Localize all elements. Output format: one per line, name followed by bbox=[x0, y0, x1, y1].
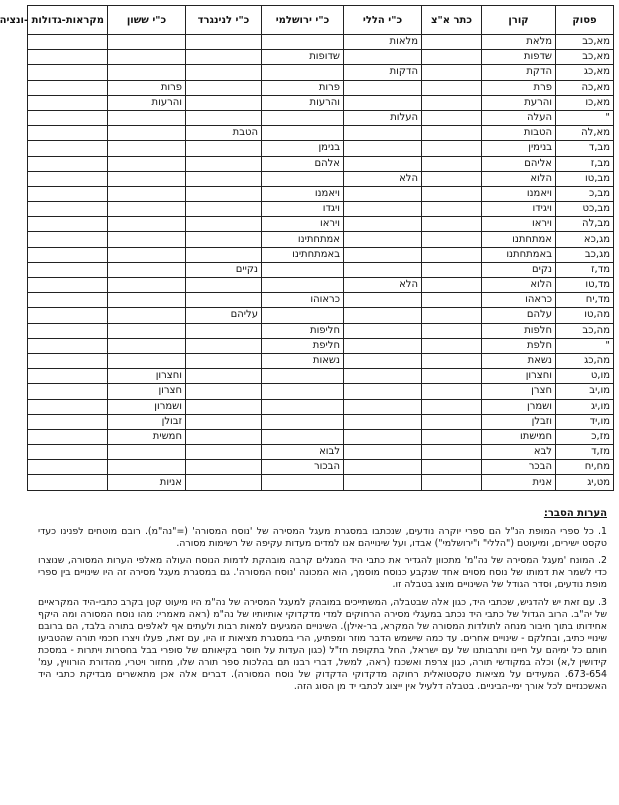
table-cell bbox=[28, 353, 108, 368]
table-cell: העלות bbox=[344, 110, 422, 125]
table-cell: נשאות bbox=[262, 353, 344, 368]
table-cell bbox=[422, 278, 482, 293]
table-cell: מא,כב bbox=[556, 50, 614, 65]
table-cell bbox=[186, 460, 262, 475]
table-cell bbox=[262, 399, 344, 414]
table-cell bbox=[186, 445, 262, 460]
table-cell: אמתחתנו bbox=[482, 232, 556, 247]
table-cell bbox=[344, 369, 422, 384]
table-cell bbox=[422, 65, 482, 80]
table-cell bbox=[186, 50, 262, 65]
table-cell bbox=[28, 95, 108, 110]
table-cell bbox=[28, 338, 108, 353]
table-cell bbox=[262, 369, 344, 384]
table-cell bbox=[186, 171, 262, 186]
table-row bbox=[28, 475, 614, 490]
table-cell: מא,כג bbox=[556, 65, 614, 80]
table-cell: והרעות bbox=[262, 95, 344, 110]
table-cell bbox=[422, 95, 482, 110]
table-cell bbox=[186, 110, 262, 125]
table-cell: ויראו bbox=[482, 217, 556, 232]
table-cell bbox=[108, 293, 186, 308]
table-cell: הלא bbox=[344, 278, 422, 293]
table-cell: מב,לה bbox=[556, 217, 614, 232]
table-cell: מד,טו bbox=[556, 278, 614, 293]
table-cell bbox=[344, 460, 422, 475]
table-cell bbox=[344, 247, 422, 262]
table-cell: אנית bbox=[482, 475, 556, 490]
table-cell: עליהם bbox=[186, 308, 262, 323]
table-cell bbox=[344, 80, 422, 95]
note-paragraph-3: 3. עם זאת יש להדגיש, שכתבי היד, כגון אלה שבטבלה, המשתייכים במובהק למעגל המסירה של נה"מ היו מיעוט קטן בקרב כתבי-היד המקראיים של יה"ב. הרוב הגדול של כתבי היד נכתב במעגלי מסירה הרחוקים למדי מדקדוקי אותיותיו של נה"מ (ראה מאמרי: מהו נוסח המסורה ומה היקף אחידותו בתוך חיבור מנחה לתולדות המסורה של המקרא, בר-אילן). השינויים המגיעים למאות רבות ולעתים אף לאלפים בתורה בלבד, הם ברובם שינויי כתיב, ובחלקם - שינויים אחרים. עד כמה שישמש הדבר מוזר ומפתיע, הרי במסגרת מציאות זו היו, עם זאת, פעלו ויצרו חכמי תורה שהטביעו חותם כל ימיהם על חיינו ותרבותנו של עם ישראל, החל בתקופת חז"ל (כגון העדות על חוסר בקיאותם של סופרי בבל בחסרות ויתרות - במסכת קידושין ל,א) וכלה במקודשי תורה, כגון צרפת ואשכנז (ראה, למשל, דברי רבנו תם בהלכות ספר תורה שלו, מחזור ויטרי, מהדורת הורוויץ, עמ' 673-654. המעידים על מציאות טקסטואלית רחוקה מדקדוקי הדקדוק של נוסח המסורה). דברים אלה אכן מתאשרים מבדיקת כתבי היד האשכנזיים לכל אורך ימי-הביניים. בטבלה דלעיל אין ייצוג לכתבי יד מן הסוג הזה. bbox=[38, 596, 607, 693]
table-row bbox=[28, 232, 614, 247]
table-cell bbox=[108, 126, 186, 141]
table-cell bbox=[262, 414, 344, 429]
table-row bbox=[28, 186, 614, 201]
table-cell bbox=[344, 353, 422, 368]
table-cell: מא,לה bbox=[556, 126, 614, 141]
table-row bbox=[28, 95, 614, 110]
column-header: קורן bbox=[482, 6, 556, 35]
table-cell bbox=[108, 308, 186, 323]
table-cell: אניות bbox=[108, 475, 186, 490]
table-cell bbox=[28, 445, 108, 460]
table-cell: מז,ד bbox=[556, 445, 614, 460]
table-cell: חליפת bbox=[262, 338, 344, 353]
table-cell: באמתחתינו bbox=[262, 247, 344, 262]
notes-heading: הערות הסבר: bbox=[543, 508, 607, 519]
table-cell: עלהם bbox=[482, 308, 556, 323]
table-cell bbox=[422, 384, 482, 399]
table-cell bbox=[344, 126, 422, 141]
table-cell bbox=[28, 232, 108, 247]
table-row bbox=[28, 399, 614, 414]
table-cell: מה,טו bbox=[556, 308, 614, 323]
table-cell bbox=[28, 293, 108, 308]
table-cell bbox=[108, 35, 186, 50]
table-row bbox=[28, 460, 614, 475]
table-cell bbox=[262, 278, 344, 293]
table-cell: פרות bbox=[108, 80, 186, 95]
table-cell: אמתחתינו bbox=[262, 232, 344, 247]
table-cell: מא,כה bbox=[556, 80, 614, 95]
note-paragraph-2: 2. המונח 'מעגל המסירה של נה"מ' מתכוון להגדיר את כתבי היד המגלים קרבה מובהקת לדמות הנוסח העולה מאלפי הערות המסורה, שנוצרו כדי לשמר את דמותו של נוסח מסוים אחד שנקבע כנוסח מוסמך, הוא המכונה 'נוסח המסורה'. גם במסגרת מעגל מסירה זה היו שינויים בין ספרי מופת נודעים, וסדר הגודל של השינויים מוצג בטבלה זו. bbox=[38, 555, 607, 591]
table-cell: פרות bbox=[262, 80, 344, 95]
table-cell: נקיים bbox=[186, 262, 262, 277]
table-cell bbox=[344, 429, 422, 444]
table-row bbox=[28, 110, 614, 125]
table-cell bbox=[108, 460, 186, 475]
table-cell bbox=[108, 65, 186, 80]
table-cell bbox=[186, 232, 262, 247]
table-cell bbox=[108, 50, 186, 65]
table-cell: אליהם bbox=[482, 156, 556, 171]
column-header: כ"י ירושלמי bbox=[262, 6, 344, 35]
table-cell bbox=[108, 156, 186, 171]
table-cell bbox=[186, 293, 262, 308]
table-cell: מב,ז bbox=[556, 156, 614, 171]
table-cell bbox=[28, 217, 108, 232]
table-cell bbox=[108, 338, 186, 353]
table-cell bbox=[186, 414, 262, 429]
table-cell bbox=[186, 202, 262, 217]
table-cell bbox=[344, 186, 422, 201]
table-cell bbox=[422, 414, 482, 429]
table-cell bbox=[186, 141, 262, 156]
table-cell: העלה bbox=[482, 110, 556, 125]
column-header: פסוק bbox=[556, 6, 614, 35]
table-cell bbox=[344, 202, 422, 217]
table-cell: הבכר bbox=[482, 460, 556, 475]
table-cell: מב,ד bbox=[556, 141, 614, 156]
table-row bbox=[28, 217, 614, 232]
table-body bbox=[28, 35, 614, 491]
table-cell bbox=[344, 262, 422, 277]
table-cell bbox=[262, 110, 344, 125]
table-cell bbox=[108, 247, 186, 262]
table-cell bbox=[344, 475, 422, 490]
table-cell bbox=[28, 50, 108, 65]
table-cell bbox=[28, 171, 108, 186]
table-row bbox=[28, 323, 614, 338]
table-cell bbox=[108, 141, 186, 156]
table-cell: שדופות bbox=[262, 50, 344, 65]
table-cell bbox=[186, 338, 262, 353]
table-cell: חלפת bbox=[482, 338, 556, 353]
table-cell: " bbox=[556, 338, 614, 353]
table-cell bbox=[186, 65, 262, 80]
table-cell bbox=[344, 232, 422, 247]
table-cell bbox=[262, 384, 344, 399]
table-row bbox=[28, 308, 614, 323]
table-cell bbox=[422, 353, 482, 368]
table-cell bbox=[186, 247, 262, 262]
table-cell bbox=[28, 323, 108, 338]
table-cell bbox=[186, 384, 262, 399]
table-row bbox=[28, 445, 614, 460]
table-cell bbox=[344, 399, 422, 414]
table-cell bbox=[422, 110, 482, 125]
table-row bbox=[28, 80, 614, 95]
table-cell: חצרן bbox=[482, 384, 556, 399]
table-cell: הבכור bbox=[262, 460, 344, 475]
table-cell: הלא bbox=[344, 171, 422, 186]
table-cell bbox=[108, 278, 186, 293]
table-cell: בנימין bbox=[482, 141, 556, 156]
table-cell bbox=[28, 35, 108, 50]
table-cell bbox=[262, 126, 344, 141]
table-row bbox=[28, 156, 614, 171]
table-cell bbox=[344, 95, 422, 110]
table-cell: הטבות bbox=[482, 126, 556, 141]
table-cell bbox=[108, 445, 186, 460]
table-cell bbox=[422, 369, 482, 384]
table-cell bbox=[344, 50, 422, 65]
table-cell: מא,כב bbox=[556, 35, 614, 50]
table-cell bbox=[28, 247, 108, 262]
table-row bbox=[28, 171, 614, 186]
table-cell bbox=[28, 399, 108, 414]
table-cell bbox=[422, 80, 482, 95]
table-cell: מה,כב bbox=[556, 323, 614, 338]
table-row bbox=[28, 429, 614, 444]
table-cell: וחצרון bbox=[108, 369, 186, 384]
table-cell: ושמרון bbox=[108, 399, 186, 414]
table-cell bbox=[28, 475, 108, 490]
table-cell: הלוא bbox=[482, 171, 556, 186]
table-cell: הלוא bbox=[482, 278, 556, 293]
table-cell: ויאמנו bbox=[262, 186, 344, 201]
table-cell bbox=[344, 141, 422, 156]
table-cell: מד,ז bbox=[556, 262, 614, 277]
table-cell bbox=[422, 399, 482, 414]
table-cell bbox=[108, 323, 186, 338]
table-header-row bbox=[28, 6, 614, 35]
table-cell bbox=[28, 126, 108, 141]
table-cell bbox=[344, 156, 422, 171]
table-cell bbox=[186, 353, 262, 368]
table-cell bbox=[344, 445, 422, 460]
table-cell bbox=[28, 186, 108, 201]
table-cell bbox=[422, 429, 482, 444]
table-cell bbox=[28, 202, 108, 217]
table-cell bbox=[108, 110, 186, 125]
table-cell bbox=[186, 475, 262, 490]
table-cell bbox=[28, 156, 108, 171]
table-cell bbox=[344, 217, 422, 232]
table-cell bbox=[422, 141, 482, 156]
table-cell bbox=[422, 126, 482, 141]
table-cell: חמישתו bbox=[482, 429, 556, 444]
table-cell bbox=[186, 278, 262, 293]
table-cell: חמשית bbox=[108, 429, 186, 444]
table-cell: מד,יח bbox=[556, 293, 614, 308]
table-cell bbox=[28, 308, 108, 323]
table-cell bbox=[262, 171, 344, 186]
table-cell bbox=[108, 217, 186, 232]
table-cell bbox=[186, 156, 262, 171]
table-cell: הדקת bbox=[482, 65, 556, 80]
table-cell: מו,יד bbox=[556, 414, 614, 429]
table-cell bbox=[422, 50, 482, 65]
table-cell: מו,ט bbox=[556, 369, 614, 384]
table-cell: מז,כ bbox=[556, 429, 614, 444]
table-cell bbox=[422, 156, 482, 171]
table-cell: וזבלן bbox=[482, 414, 556, 429]
table-cell: ויאמנו bbox=[482, 186, 556, 201]
table-cell: חליפות bbox=[262, 323, 344, 338]
table-cell bbox=[186, 323, 262, 338]
table-cell: מה,כג bbox=[556, 353, 614, 368]
table-cell: חלפות bbox=[482, 323, 556, 338]
table-cell bbox=[344, 308, 422, 323]
table-cell bbox=[344, 323, 422, 338]
table-cell: מו,יב bbox=[556, 384, 614, 399]
table-cell bbox=[28, 429, 108, 444]
table-cell bbox=[422, 171, 482, 186]
table-cell bbox=[422, 460, 482, 475]
table-cell bbox=[186, 369, 262, 384]
table-cell bbox=[422, 475, 482, 490]
table-cell: ויראו bbox=[262, 217, 344, 232]
table-cell bbox=[422, 293, 482, 308]
table-cell bbox=[28, 414, 108, 429]
table-cell bbox=[422, 323, 482, 338]
table-cell: וחצרון bbox=[482, 369, 556, 384]
table-cell bbox=[344, 414, 422, 429]
table-cell: ויגדו bbox=[262, 202, 344, 217]
table-cell bbox=[186, 186, 262, 201]
table-cell bbox=[28, 262, 108, 277]
table-cell: נשאת bbox=[482, 353, 556, 368]
table-cell: מג,כב bbox=[556, 247, 614, 262]
table-cell bbox=[186, 35, 262, 50]
table-cell: " bbox=[556, 110, 614, 125]
table-cell bbox=[422, 247, 482, 262]
table-cell: מב,טו bbox=[556, 171, 614, 186]
table-cell: מח,יח bbox=[556, 460, 614, 475]
table-cell: כראהו bbox=[482, 293, 556, 308]
table-cell bbox=[422, 186, 482, 201]
table-cell: מלאות bbox=[344, 35, 422, 50]
table-row bbox=[28, 278, 614, 293]
table-cell bbox=[186, 429, 262, 444]
table-cell: באמתחתנו bbox=[482, 247, 556, 262]
table-cell bbox=[186, 80, 262, 95]
table-cell bbox=[262, 35, 344, 50]
table-row bbox=[28, 141, 614, 156]
table-cell bbox=[108, 171, 186, 186]
table-cell: הדקות bbox=[344, 65, 422, 80]
table-row bbox=[28, 414, 614, 429]
table-cell bbox=[28, 278, 108, 293]
table-cell: מלאת bbox=[482, 35, 556, 50]
table-cell: שדפות bbox=[482, 50, 556, 65]
table-cell: נקים bbox=[482, 262, 556, 277]
table-cell bbox=[422, 262, 482, 277]
table-cell bbox=[186, 217, 262, 232]
table-cell: מו,יג bbox=[556, 399, 614, 414]
table-cell: לבוא bbox=[262, 445, 344, 460]
table-row bbox=[28, 384, 614, 399]
table-cell bbox=[422, 232, 482, 247]
column-header: כ"י לנינגרד bbox=[186, 6, 262, 35]
table-cell bbox=[28, 141, 108, 156]
table-cell bbox=[108, 232, 186, 247]
table-cell: חצרון bbox=[108, 384, 186, 399]
table-cell: זבולן bbox=[108, 414, 186, 429]
table-cell: מט,יג bbox=[556, 475, 614, 490]
table-row bbox=[28, 202, 614, 217]
table-cell: והרעות bbox=[108, 95, 186, 110]
table-cell bbox=[28, 80, 108, 95]
column-header: מקראות-גדולות -ונציה bbox=[28, 6, 108, 35]
column-header: כ"י הללי bbox=[344, 6, 422, 35]
table-cell bbox=[262, 308, 344, 323]
table-row bbox=[28, 293, 614, 308]
table-cell bbox=[28, 460, 108, 475]
table-row bbox=[28, 338, 614, 353]
table-cell bbox=[108, 262, 186, 277]
table-cell bbox=[422, 217, 482, 232]
table-cell bbox=[422, 35, 482, 50]
table-cell bbox=[108, 353, 186, 368]
table-row bbox=[28, 353, 614, 368]
table-cell bbox=[422, 445, 482, 460]
table-cell bbox=[28, 369, 108, 384]
table-cell bbox=[108, 202, 186, 217]
table-cell: מב,כ bbox=[556, 186, 614, 201]
table-cell: מב,כט bbox=[556, 202, 614, 217]
table-cell: לבא bbox=[482, 445, 556, 460]
table-cell bbox=[344, 338, 422, 353]
table-cell: והרעת bbox=[482, 95, 556, 110]
table-cell bbox=[344, 384, 422, 399]
table-row bbox=[28, 369, 614, 384]
table-cell bbox=[262, 475, 344, 490]
table-cell: כראוהו bbox=[262, 293, 344, 308]
column-header: כתר א"צ bbox=[422, 6, 482, 35]
table-row bbox=[28, 35, 614, 50]
table-cell bbox=[344, 293, 422, 308]
table-cell bbox=[108, 186, 186, 201]
table-cell bbox=[422, 338, 482, 353]
table-cell: ויגידו bbox=[482, 202, 556, 217]
table-cell bbox=[28, 384, 108, 399]
table-cell bbox=[28, 65, 108, 80]
table-cell bbox=[262, 429, 344, 444]
table-cell bbox=[422, 308, 482, 323]
table-cell bbox=[186, 399, 262, 414]
table-cell: מא,כו bbox=[556, 95, 614, 110]
table-cell bbox=[186, 95, 262, 110]
table-row bbox=[28, 247, 614, 262]
table-cell bbox=[422, 202, 482, 217]
table-cell: הטבת bbox=[186, 126, 262, 141]
note-paragraph-1: 1. כל ספרי המופת הנ"ל הם ספרי יוקרה נודעים, שנכתבו במסגרת מעגל המסירה של 'נוסח המסורה' (="נה"מ). רובם מוטחים לפנינו כעדי טקסט ישירים, ומיעוטם ("הללי" ו"ירושלמי") אבדו, ועל שינוייהם אנו למדים מעדות עקיפה של רשימות מסורה. bbox=[38, 526, 607, 550]
column-header: כ"י ששון bbox=[108, 6, 186, 35]
table-row bbox=[28, 65, 614, 80]
table-row bbox=[28, 50, 614, 65]
table-cell: אלהם bbox=[262, 156, 344, 171]
table-row bbox=[28, 126, 614, 141]
table-cell: מג,כא bbox=[556, 232, 614, 247]
table-cell: ושמרן bbox=[482, 399, 556, 414]
explanatory-notes bbox=[38, 508, 607, 698]
table-cell: בנימן bbox=[262, 141, 344, 156]
table-cell bbox=[262, 65, 344, 80]
table-row bbox=[28, 262, 614, 277]
table-cell: פרת bbox=[482, 80, 556, 95]
table-cell bbox=[28, 110, 108, 125]
table-cell bbox=[262, 262, 344, 277]
variants-table bbox=[0, 5, 614, 491]
